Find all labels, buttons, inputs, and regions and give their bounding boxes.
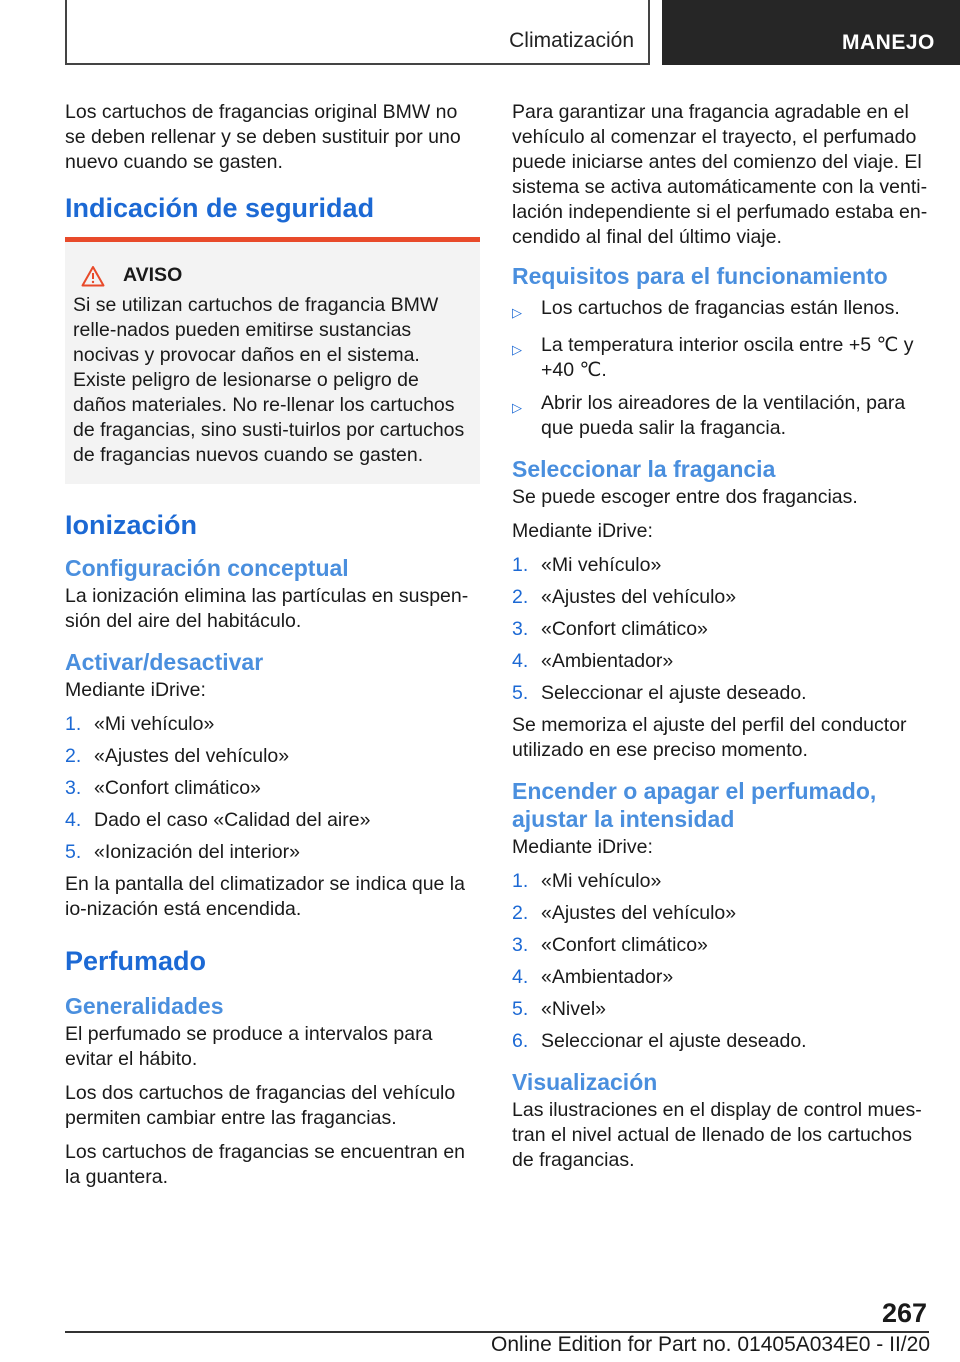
select-paragraph-2: Mediante iDrive: — [512, 520, 653, 542]
select-note: Se memoriza el ajuste del perfil del conductor utilizado en ese preciso momento. — [512, 714, 907, 761]
right-intro: Para garantizar una fragancia agradable en el vehículo al comenzar el trayecto, el perfumado puede iniciarse antes del comienzo del viaje. El sistema se activa automáticamente con la venti-lación independiente si el perfumado estaba en-cendido al final del último viaje. — [512, 101, 928, 248]
general-paragraph-1: El perfumado se produce a intervalos para evitar el hábito. — [65, 1023, 433, 1070]
list-item: 3. «Confort climático» — [65, 777, 261, 799]
list-item: 4. «Ambientador» — [512, 650, 674, 672]
intro-paragraph: Los cartuchos de fragancias original BMW no se deben rellenar y se deben sustituir por uno nuevo cuando se gasten. — [65, 101, 461, 173]
warning-title: AVISO — [123, 264, 183, 286]
onoff-heading: Encender o apagar el perfumado, ajustar la intensidad — [512, 778, 877, 832]
list-item: 5. Seleccionar el ajuste deseado. — [512, 682, 807, 704]
general-paragraph-2: Los dos cartuchos de fragancias del vehículo permiten cambiar entre las fragancias. — [65, 1082, 456, 1129]
triangle-bullet-icon: ▷ — [512, 342, 522, 357]
warning-text: Si se utilizan cartuchos de fragancia BMW relle-nados pueden emitirse sustancias nocivas y provocar daños en el sistema. Existe peligro de lesionarse o peligro de daños materiales. No re-llenar los cartuchos de fragancias, sino susti-tuirlos por cartuchos de fragancias nuevos cuando se gasten. — [73, 294, 465, 466]
warning-triangle-icon — [81, 265, 105, 287]
list-item: 1. «Mi vehículo» — [512, 870, 662, 892]
activate-steps — [65, 712, 480, 865]
ionization-heading: Ionización — [65, 510, 198, 540]
list-item: 4. Dado el caso «Calidad del aire» — [65, 809, 371, 831]
safety-heading: Indicación de seguridad — [65, 193, 375, 223]
triangle-bullet-icon: ▷ — [512, 305, 522, 320]
list-item: ▷ Los cartuchos de fragancias están llenos. — [512, 296, 932, 325]
activate-note: En la pantalla del climatizador se indica que la io-nización está encendida. — [65, 873, 465, 920]
onoff-intro: Mediante iDrive: — [512, 836, 653, 858]
list-item: 3. «Confort climático» — [512, 934, 708, 956]
list-item: 1. «Mi vehículo» — [65, 713, 215, 735]
requirements-list — [512, 296, 932, 441]
display-text: Las ilustraciones en el display de control mues-tran el nivel actual de llenado de los cartuchos de fragancias. — [512, 1099, 922, 1171]
display-heading: Visualización — [512, 1069, 658, 1095]
select-steps — [512, 553, 932, 706]
activate-intro: Mediante iDrive: — [65, 679, 206, 701]
concept-text: La ionización elimina las partículas en suspen-sión del aire del habitáculo. — [65, 585, 469, 632]
general-heading: Generalidades — [65, 993, 224, 1019]
list-item: 3. «Confort climático» — [512, 618, 708, 640]
requirements-heading: Requisitos para el funcionamiento — [512, 263, 888, 289]
general-paragraph-3: Los cartuchos de fragancias se encuentran en la guantera. — [65, 1141, 466, 1188]
list-item: 2. «Ajustes del vehículo» — [512, 902, 737, 924]
footer-edition: Online Edition for Part no. 01405A034E0 - II/20 — [491, 1333, 930, 1356]
list-item: 6. Seleccionar el ajuste deseado. — [512, 1030, 807, 1052]
list-item: 1. «Mi vehículo» — [512, 554, 662, 576]
right-column — [512, 100, 932, 1182]
onoff-steps — [512, 869, 932, 1054]
chapter-tab[interactable] — [662, 0, 960, 65]
list-item: 4. «Ambientador» — [512, 966, 674, 988]
header-frame — [65, 0, 650, 65]
left-column — [65, 100, 480, 1199]
activate-heading: Activar/desactivar — [65, 649, 264, 675]
triangle-bullet-icon: ▷ — [512, 400, 522, 415]
concept-heading: Configuración conceptual — [65, 555, 349, 581]
list-item: 5. «Ionización del interior» — [65, 841, 300, 863]
section-title: Climatización — [509, 29, 634, 52]
list-item: ▷ Abrir los aireadores de la ventilación, para que pueda salir la fragancia. — [512, 392, 906, 439]
list-item: 2. «Ajustes del vehículo» — [65, 745, 290, 767]
list-item: 2. «Ajustes del vehículo» — [512, 586, 737, 608]
select-heading: Seleccionar la fragancia — [512, 456, 776, 482]
warning-header — [73, 264, 472, 287]
list-item: ▷ La temperatura interior oscila entre +5 ℃ y +40 ℃. — [512, 334, 914, 381]
warning-box — [65, 242, 480, 484]
perfume-heading: Perfumado — [65, 946, 207, 976]
select-paragraph-1: Se puede escoger entre dos fragancias. — [512, 486, 858, 508]
list-item: 5. «Nivel» — [512, 998, 607, 1020]
page-number: 267 — [881, 1298, 927, 1328]
chapter-label: MANEJO — [842, 31, 935, 54]
